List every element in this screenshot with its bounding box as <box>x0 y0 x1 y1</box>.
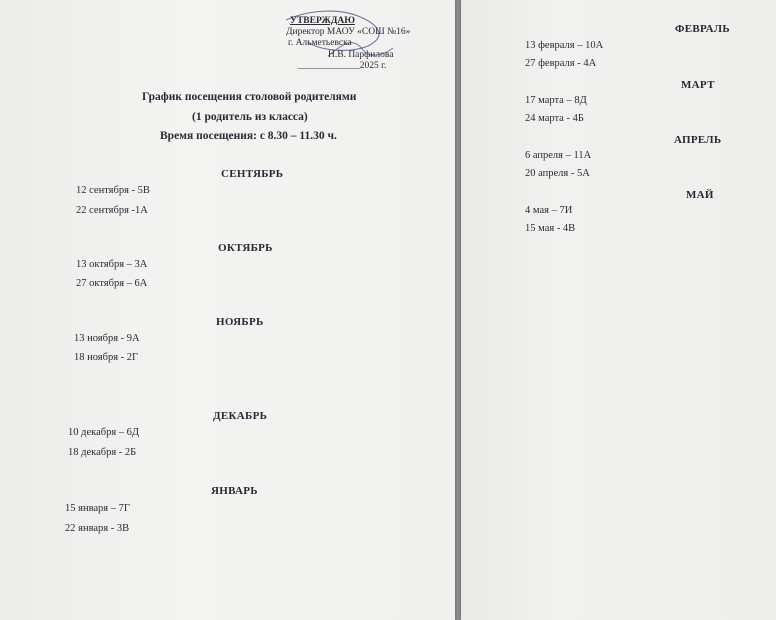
month-heading: НОЯБРЬ <box>216 316 264 328</box>
schedule-entry: 13 февраля – 10А <box>525 40 604 51</box>
schedule-entry: 13 ноября - 9А <box>74 333 140 344</box>
schedule-entry: 22 января - 3В <box>65 523 130 534</box>
month-heading: ЯНВАРЬ <box>211 485 258 497</box>
approval-line-3: Н.В. Парфилова <box>328 50 394 60</box>
month-heading: ДЕКАБРЬ <box>213 410 268 422</box>
schedule-entry: 24 марта - 4Б <box>525 113 584 124</box>
month-heading: ОКТЯБРЬ <box>218 242 273 254</box>
month-heading: МАРТ <box>681 79 715 91</box>
schedule-entry: 12 сентября - 5В <box>76 185 150 196</box>
schedule-entry: 10 декабря – 6Д <box>68 427 140 438</box>
document-subtitle: (1 родитель из класса) <box>192 111 308 123</box>
schedule-entry: 15 января – 7Г <box>65 503 130 514</box>
schedule-entry: 13 октября – 3А <box>76 259 148 270</box>
schedule-entry: 17 марта – 8Д <box>525 95 587 106</box>
schedule-entry: 18 декабря - 2Б <box>68 447 137 458</box>
schedule-entry: 27 февраля - 4А <box>525 58 597 69</box>
schedule-entry: 20 апреля - 5А <box>525 168 590 179</box>
approval-line-2: г. Альметьевска <box>288 38 352 48</box>
schedule-entry: 22 сентября -1А <box>76 205 148 216</box>
schedule-entry: 18 ноября - 2Г <box>74 352 139 363</box>
approval-heading: УТВЕРЖДАЮ <box>290 16 355 26</box>
month-heading: АПРЕЛЬ <box>674 134 722 146</box>
document-title: График посещения столовой родителями <box>142 91 357 103</box>
schedule-entry: 6 апреля – 11А <box>525 150 592 161</box>
month-heading: МАЙ <box>686 189 714 201</box>
schedule-entry: 15 мая - 4В <box>525 223 576 234</box>
right-page <box>461 0 776 620</box>
month-heading: СЕНТЯБРЬ <box>221 168 284 180</box>
schedule-entry: 27 октября – 6А <box>76 278 148 289</box>
visit-time: Время посещения: с 8.30 – 11.30 ч. <box>160 130 337 142</box>
approval-line-1: Директор МАОУ «СОШ №16» <box>286 27 411 37</box>
month-heading: ФЕВРАЛЬ <box>675 23 730 35</box>
schedule-entry: 4 мая – 7И <box>525 205 573 216</box>
approval-line-4: _____________2025 г. <box>298 61 387 71</box>
